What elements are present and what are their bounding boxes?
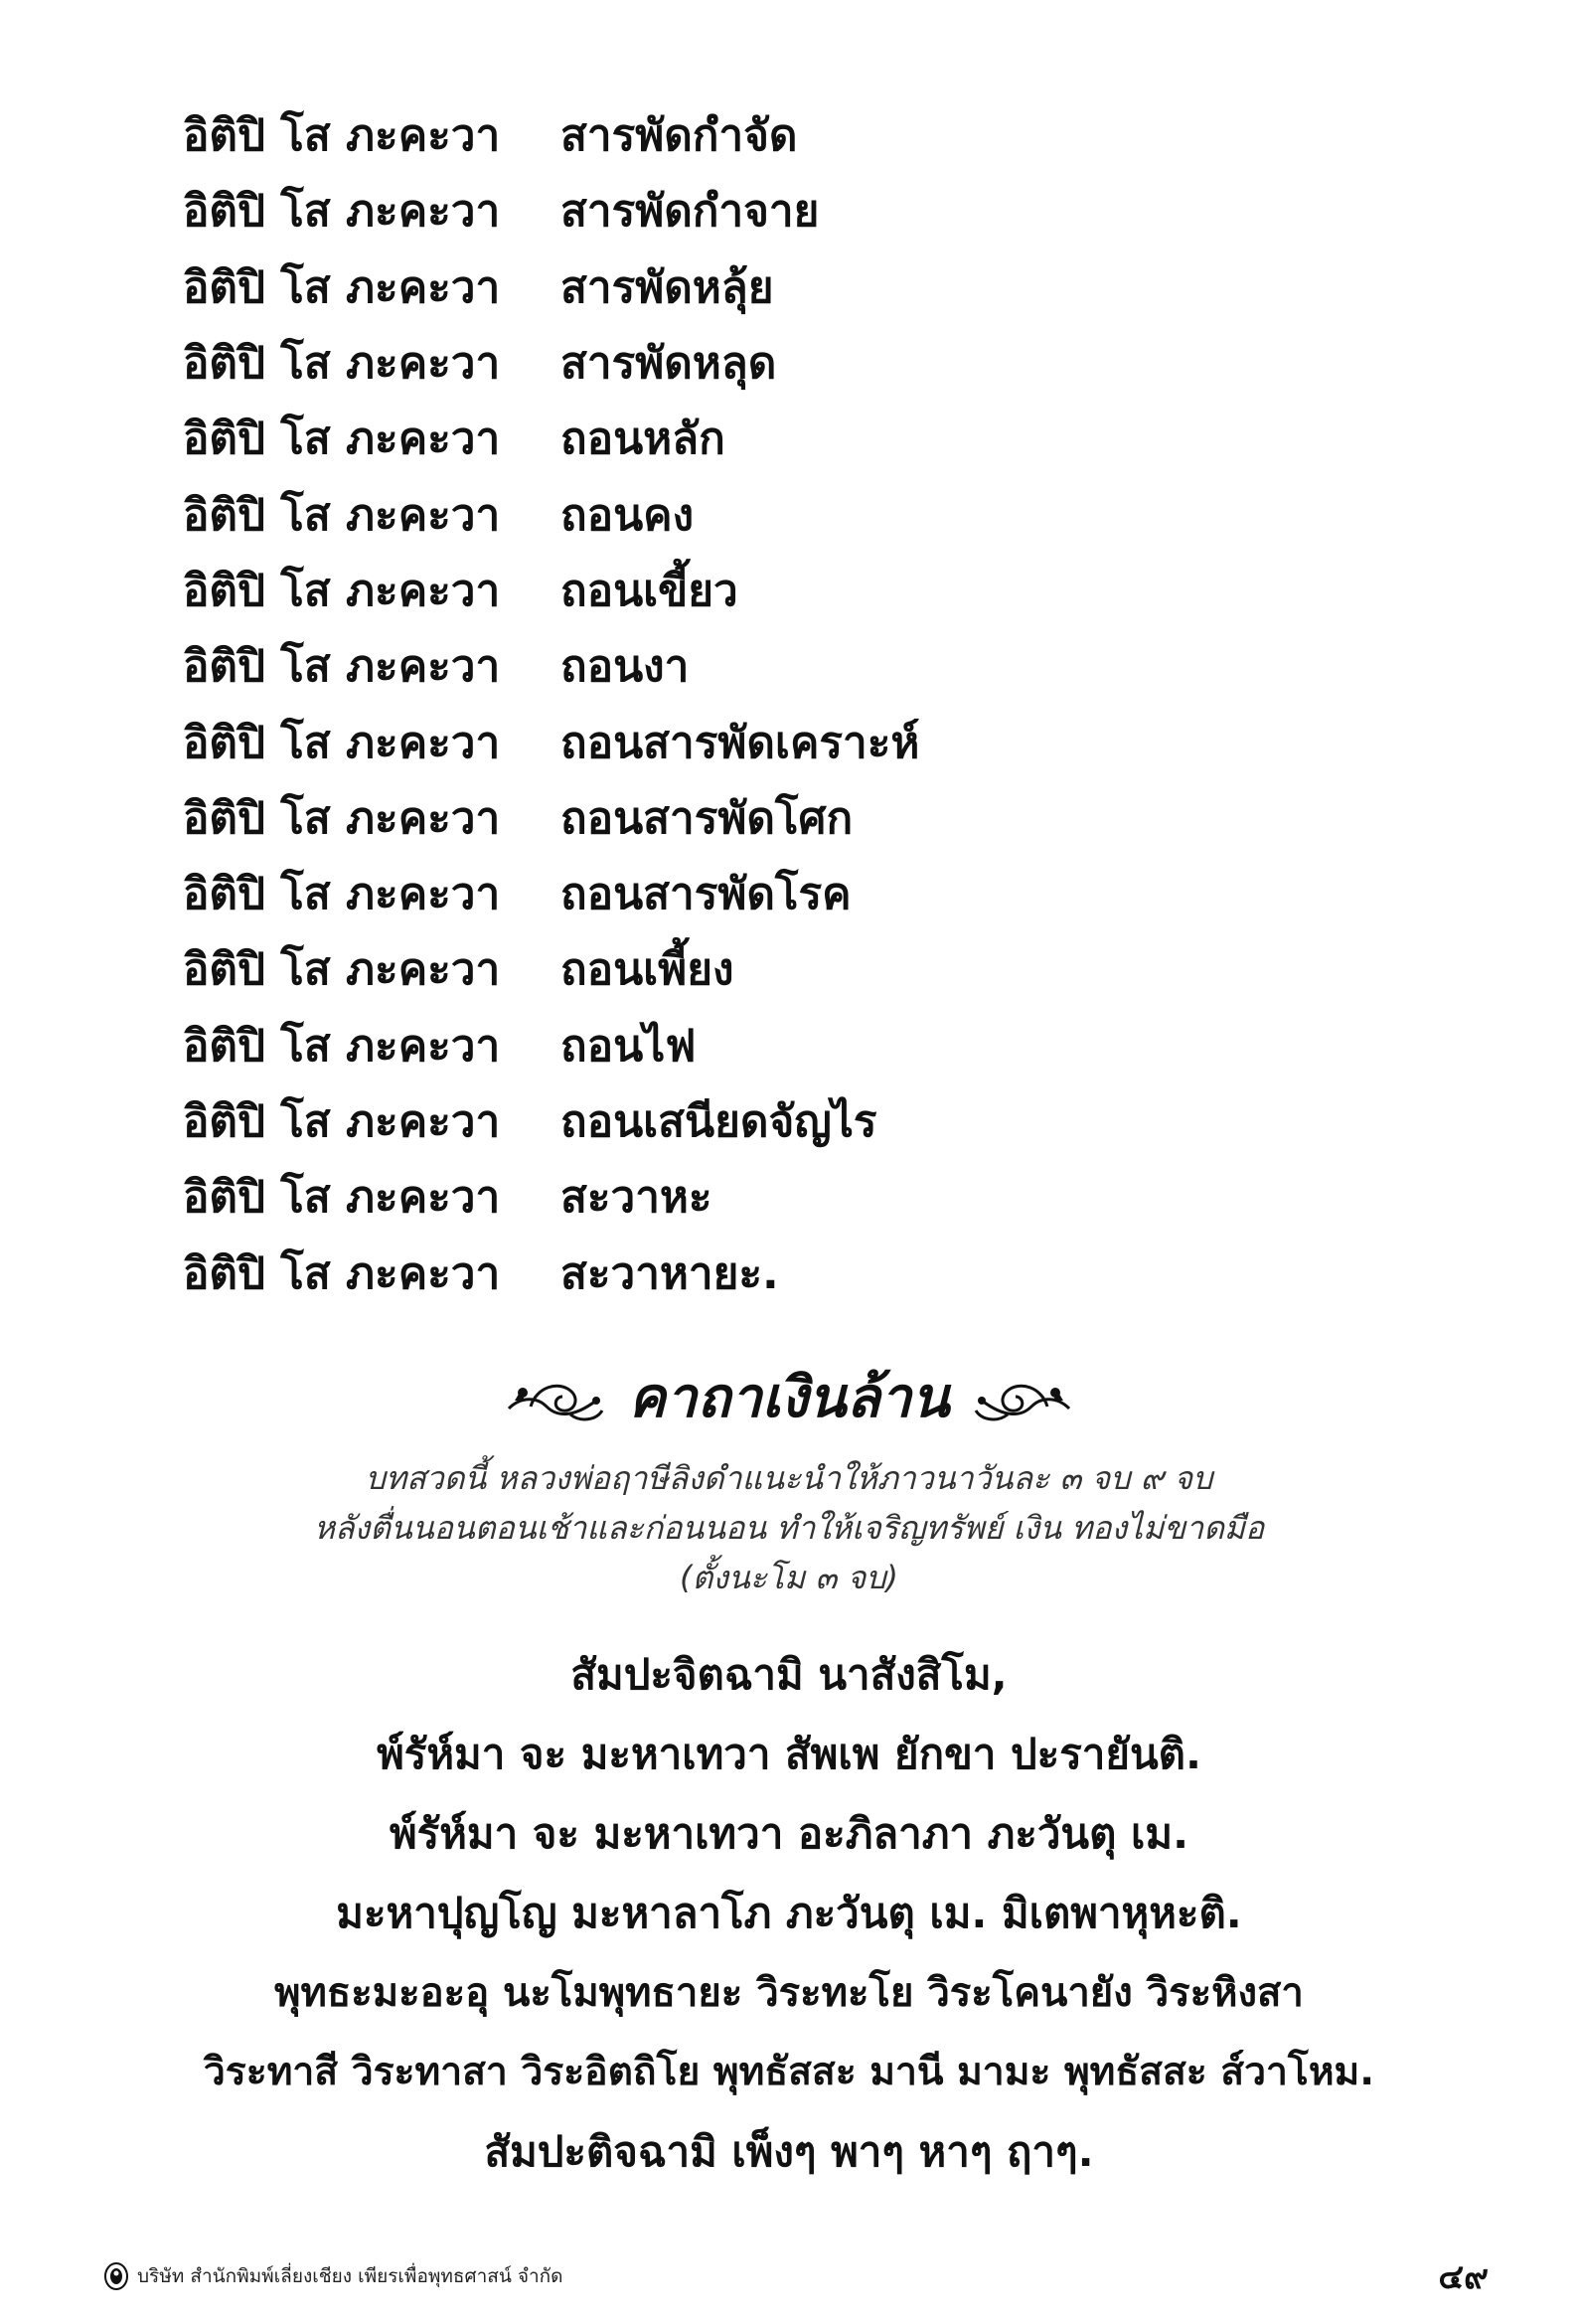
publisher-name: บริษัท สำนักพิมพ์เลี่ยงเชียง เพียรเพื่อพุทธศาสน์ จำกัด [137, 2265, 563, 2287]
chant-line [183, 1235, 919, 1310]
chant-prefix: อิติปิ โส ภะคะวา [183, 1096, 501, 1147]
chant-line [183, 931, 919, 1007]
verse-line: สัมปะจิตฉามิ นาสังสิโม, [570, 1650, 1008, 1699]
chant-line [183, 1159, 919, 1235]
chant-prefix: อิติปิ โส ภะคะวา [183, 641, 501, 693]
chant-prefix: อิติปิ โส ภะคะวา [183, 1172, 501, 1224]
left-flourish-icon [501, 1357, 610, 1436]
chant-prefix: อิติปิ โส ภะคะวา [183, 944, 501, 996]
chant-suffix: สะวาหายะ. [560, 1247, 779, 1299]
chant-prefix: อิติปิ โส ภะคะวา [183, 565, 501, 616]
chant-prefix: อิติปิ โส ภะคะวา [183, 792, 501, 844]
chant-line [183, 704, 919, 779]
verse-block [0, 1635, 1578, 2192]
chant-line [183, 553, 919, 628]
chant-suffix: ถอนคง [560, 489, 695, 541]
verse-line: มะหาปุญโญ มะหาลาโภ ภะวันตุ เม. มิเตพาหุหะติ. [336, 1889, 1242, 1937]
chant-prefix: อิติปิ โส ภะคะวา [183, 869, 501, 920]
chant-suffix: สารพัดกำจาย [560, 186, 820, 238]
chant-line [183, 780, 919, 856]
chant-prefix: อิติปิ โส ภะคะวา [183, 261, 501, 313]
section-title: คาถาเงินล้าน [628, 1365, 950, 1430]
chant-line [183, 1008, 919, 1083]
chant-line [183, 628, 919, 704]
verse-line: สัมปะติจฉามิ เพ็งๆ พาๆ หาๆ ฤาๆ. [484, 2127, 1094, 2176]
section-heading [0, 1352, 1578, 1441]
verse-line: วิระทาสี วิระทาสา วิระอิตถิโย พุทธัสสะ มานี มามะ พุทธัสสะ ส์วาโหม. [203, 2050, 1375, 2094]
chant-suffix: สารพัดหลุ้ย [560, 261, 774, 313]
chant-suffix: สารพัดหลุด [560, 338, 777, 390]
chant-prefix: อิติปิ โส ภะคะวา [183, 414, 501, 465]
chant-line [183, 401, 919, 476]
chant-prefix: อิติปิ โส ภะคะวา [183, 1247, 501, 1299]
chant-line [183, 1083, 919, 1159]
chant-suffix: ถอนสารพัดโศก [560, 792, 854, 844]
chant-suffix: ถอนหลัก [560, 414, 725, 465]
chant-suffix: ถอนสารพัดเคราะห์ [560, 717, 920, 768]
chant-suffix: สะวาหะ [560, 1172, 712, 1224]
verse-line: พ์รัห์มา จะ มะหาเทวา สัพเพ ยักขา ปะรายันติ. [377, 1730, 1201, 1778]
intro-line: (ตั้งนะโม ๓ จบ) [680, 1559, 898, 1596]
chant-prefix: อิติปิ โส ภะคะวา [183, 110, 501, 162]
page-number: ๔๙ [1438, 2257, 1489, 2297]
chant-prefix: อิติปิ โส ภะคะวา [183, 186, 501, 238]
intro-line: บทสวดนี้ หลวงพ่อฤาษีลิงดำแนะนำให้ภาวนาวันละ ๓ จบ ๙ จบ [365, 1459, 1213, 1497]
chant-suffix: ถอนสารพัดโรค [560, 869, 852, 920]
chant-line [183, 325, 919, 401]
chant-list [183, 97, 919, 1311]
verse-line: พ์รัห์มา จะ มะหาเทวา อะภิลาภา ภะวันตุ เม. [389, 1809, 1189, 1858]
chant-line [183, 249, 919, 325]
page-footer [103, 2256, 1489, 2296]
verse-line: พุทธะมะอะอุ นะโมพุทธายะ วิระทะโย วิระโคนายัง วิระหิงสา [274, 1970, 1304, 2016]
chant-suffix: สารพัดกำจัด [560, 110, 798, 162]
chant-line [183, 173, 919, 249]
chant-prefix: อิติปิ โส ภะคะวา [183, 717, 501, 768]
chant-prefix: อิติปิ โส ภะคะวา [183, 1020, 501, 1072]
chant-suffix: ถอนไฟ [560, 1020, 697, 1072]
chant-suffix: ถอนเพี้ยง [560, 944, 734, 996]
chant-prefix: อิติปิ โส ภะคะวา [183, 489, 501, 541]
publisher-logo-icon [103, 2261, 129, 2291]
chant-line [183, 856, 919, 931]
intro-line: หลังตื่นนอนตอนเช้าและก่อนนอน ทำให้เจริญทรัพย์ เงิน ทองไม่ขาดมือ [313, 1509, 1265, 1547]
chant-line [183, 476, 919, 552]
publisher-info [103, 2261, 563, 2291]
chant-line [183, 97, 919, 173]
chant-suffix: ถอนงา [560, 641, 690, 693]
chant-suffix: ถอนเสนียดจัญไร [560, 1096, 877, 1147]
chant-prefix: อิติปิ โส ภะคะวา [183, 338, 501, 390]
chant-suffix: ถอนเขี้ยว [560, 565, 738, 616]
section-intro [0, 1453, 1578, 1602]
right-flourish-icon [968, 1357, 1077, 1436]
